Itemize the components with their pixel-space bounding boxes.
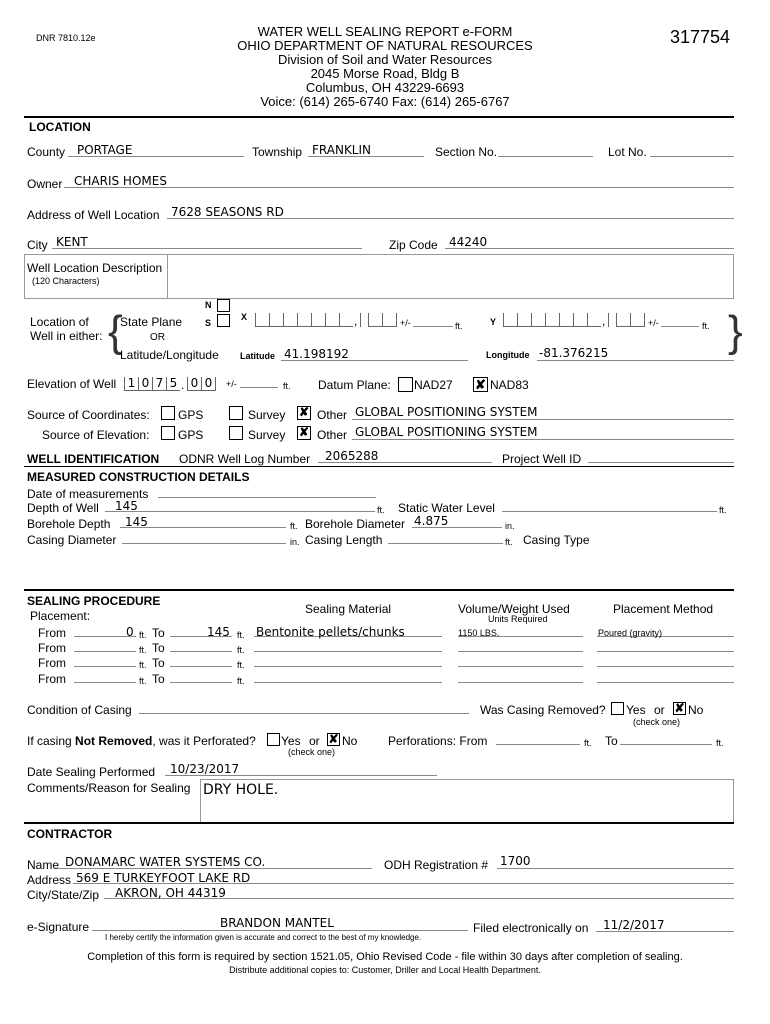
address-line-2: Columbus, OH 43229-6693 [305, 80, 465, 95]
method-field[interactable]: Poured (gravity) [598, 628, 663, 638]
y-ft: ft. [702, 321, 710, 331]
location-of-label: Location of [30, 315, 89, 329]
casing-length-field[interactable] [388, 543, 503, 544]
department-name: OHIO DEPARTMENT OF NATURAL RESOURCES [237, 38, 533, 53]
nad83-label: NAD83 [490, 378, 529, 392]
date-measurements-label: Date of measurements [27, 487, 149, 501]
section-label: Section No. [435, 145, 498, 159]
material-header: Sealing Material [305, 602, 392, 616]
sealing-heading: SEALING PROCEDURE [27, 594, 161, 608]
digit-cell [269, 313, 283, 327]
address-field[interactable]: 7628 SEASONS RD [171, 205, 284, 219]
condition-casing-label: Condition of Casing [27, 703, 132, 717]
digit-cell [339, 313, 353, 327]
digit-cell [587, 313, 601, 327]
y-accuracy-field[interactable] [661, 326, 699, 327]
from-label: From [38, 672, 66, 686]
elev-gps-checkbox[interactable] [161, 426, 175, 440]
form-title: WATER WELL SEALING REPORT e-FORM [257, 24, 513, 39]
from-unit: ft. [139, 630, 147, 640]
log-number-label: ODNR Well Log Number [179, 452, 311, 466]
elevation-digit: 0 [187, 377, 201, 391]
digit-cell [545, 313, 559, 327]
elevation-digit: 5 [166, 377, 180, 391]
to-unit: ft. [237, 676, 245, 686]
digit-cell [382, 313, 396, 327]
comments-label: Comments/Reason for Sealing [27, 781, 191, 795]
lot-label: Lot No. [608, 145, 647, 159]
decimal-separator: , [354, 314, 358, 328]
depth-field[interactable]: 145 [115, 499, 138, 513]
county-label: County [27, 145, 66, 159]
source-coordinates-label: Source of Coordinates: [27, 408, 150, 422]
digit-cell [297, 313, 311, 327]
decimal-separator: . [181, 378, 185, 392]
lat-long-label: Latitude/Longitude [120, 348, 219, 362]
perforated-or-label: or [309, 734, 320, 748]
digit-cell [616, 313, 630, 327]
casing-diameter-label: Casing Diameter [27, 533, 117, 547]
from-unit: ft. [139, 645, 147, 655]
perforated-question: If casing Not Removed, was it Perforated? [27, 734, 256, 748]
borehole-diameter-field[interactable]: 4.875 [414, 514, 449, 528]
casing-length-label: Casing Length [305, 533, 383, 547]
digit-cell [255, 313, 269, 327]
zip-label: Zip Code [389, 238, 438, 252]
borehole-depth-field[interactable]: 145 [125, 515, 148, 529]
contractor-city-label: City/State/Zip [27, 888, 100, 902]
removed-yes-checkbox[interactable] [611, 702, 624, 715]
contractor-heading: CONTRACTOR [27, 827, 113, 841]
elevation-digit: 0 [138, 377, 152, 391]
south-label: S [205, 318, 212, 328]
division-name: Division of Soil and Water Resources [277, 52, 493, 67]
phone-line: Voice: (614) 265-6740 Fax: (614) 265-6767 [260, 94, 510, 109]
footer-line-2: Distribute additional copies to: Customer, Driller and Local Health Department. [229, 965, 541, 975]
to-unit: ft. [237, 645, 245, 655]
to-label: To [152, 672, 165, 686]
date-measurements-field[interactable] [158, 497, 376, 498]
project-well-id-field[interactable] [588, 462, 734, 463]
removed-check-one: (check one) [633, 717, 681, 727]
method-header: Placement Method [613, 602, 714, 616]
zip-field[interactable]: 44240 [449, 235, 488, 249]
description-field[interactable] [167, 254, 734, 299]
latitude-field[interactable]: 41.198192 [284, 347, 349, 361]
esignature-label: e-Signature [27, 920, 90, 934]
perforations-to-unit: ft. [716, 738, 724, 748]
owner-label: Owner [27, 177, 63, 191]
y-label: Y [490, 317, 497, 327]
longitude-field[interactable]: -81.376215 [539, 346, 609, 360]
header-rule [24, 116, 734, 118]
elev-other-field[interactable]: GLOBAL POSITIONING SYSTEM [355, 425, 538, 439]
nad27-label: NAD27 [414, 378, 453, 392]
contractor-name-field[interactable]: DONAMARC WATER SYSTEMS CO. [65, 855, 266, 869]
latitude-label: Latitude [240, 351, 275, 361]
report-number: 317754 [670, 27, 731, 47]
elev-gps-label: GPS [178, 428, 204, 442]
elevation-digit: 0 [201, 377, 215, 391]
to-field[interactable]: 145 [207, 625, 230, 639]
to-label: To [152, 626, 165, 640]
volume-header: Volume/Weight Used [458, 602, 570, 616]
log-number-field[interactable]: 2065288 [325, 449, 379, 463]
north-label: N [205, 300, 212, 310]
township-label: Township [252, 145, 303, 159]
perforated-yes-label: Yes [281, 734, 301, 748]
digit-cell [517, 313, 531, 327]
date-sealing-label: Date Sealing Performed [27, 765, 156, 779]
casing-type-label: Casing Type [523, 533, 590, 547]
datum-label: Datum Plane: [318, 378, 391, 392]
township-field[interactable]: FRANKLIN [312, 143, 372, 157]
esignature-field[interactable]: BRANDON MANTEL [220, 916, 334, 930]
elev-survey-checkbox[interactable] [229, 426, 243, 440]
placement-label: Placement: [30, 609, 91, 623]
x-plusminus: +/- [400, 318, 411, 328]
project-well-id-label: Project Well ID [502, 452, 582, 466]
comments-field[interactable] [200, 779, 734, 824]
static-water-label: Static Water Level [398, 501, 495, 515]
address-line-1: 2045 Morse Road, Bldg B [310, 66, 460, 81]
y-plusminus: +/- [648, 318, 659, 328]
south-checkbox[interactable] [217, 314, 230, 327]
left-brace: { [108, 307, 123, 356]
digit-cell [630, 313, 644, 327]
removed-yes-label: Yes [626, 703, 646, 717]
contractor-name-label: Name [27, 858, 60, 872]
filed-label: Filed electronically on [473, 921, 589, 935]
elev-survey-label: Survey [248, 428, 286, 442]
elevation-plusminus: +/- [226, 379, 237, 389]
removed-no-label: No [688, 703, 704, 717]
digit-cell [283, 313, 297, 327]
north-checkbox[interactable] [217, 299, 230, 312]
source-elevation-label: Source of Elevation: [42, 428, 150, 442]
perforated-no-label: No [342, 734, 358, 748]
contractor-address-field[interactable]: 569 E TURKEYFOOT LAKE RD [76, 871, 251, 885]
city-field[interactable]: KENT [56, 235, 88, 249]
static-water-unit: ft. [719, 505, 727, 515]
lot-field[interactable] [650, 156, 734, 157]
state-plane-label: State Plane [120, 315, 183, 329]
well-in-either-label: Well in either: [30, 329, 103, 343]
footer-line-1: Completion of this form is required by section 1521.05, Ohio Revised Code - file within 30 days after completion of sealing. [87, 951, 683, 963]
certify-text: I hereby certify the information given is accurate and correct to the best of my knowledge. [105, 933, 422, 942]
filed-date-field[interactable]: 11/2/2017 [603, 918, 665, 932]
elevation-digit: 7 [152, 377, 166, 391]
digit-cell [503, 313, 517, 327]
from-label: From [38, 626, 66, 640]
description-note: (120 Characters) [32, 276, 100, 286]
form-code: DNR 7810.12e [36, 33, 96, 43]
location-heading: LOCATION [29, 120, 91, 134]
coord-other-checkbox[interactable]: ✘ [298, 405, 310, 419]
volume-field[interactable]: 1150 LBS. [458, 628, 500, 638]
static-water-field[interactable] [502, 511, 717, 512]
x-ft: ft. [455, 321, 463, 331]
well-id-heading: WELL IDENTIFICATION [27, 452, 160, 466]
perforations-from-label: Perforations: From [388, 734, 488, 748]
perforations-from-field[interactable] [496, 744, 580, 745]
removed-or-label: or [654, 703, 665, 717]
digit-cell [368, 313, 382, 327]
coord-survey-checkbox[interactable] [229, 406, 243, 420]
owner-field[interactable]: CHARIS HOMES [74, 174, 167, 188]
x-label: X [241, 312, 248, 322]
from-unit: ft. [139, 676, 147, 686]
casing-diameter-unit: in. [290, 537, 300, 547]
casing-length-unit: ft. [505, 537, 513, 547]
to-label: To [152, 641, 165, 655]
digit-cell [311, 313, 325, 327]
address-label: Address of Well Location [27, 208, 160, 222]
from-field[interactable]: 0 [126, 625, 134, 639]
digit-cell [531, 313, 545, 327]
odh-field[interactable]: 1700 [500, 854, 531, 868]
casing-removed-label: Was Casing Removed? [480, 703, 606, 717]
coord-other-label: Other [317, 408, 348, 422]
nad83-checkbox[interactable]: ✘ [473, 377, 488, 392]
right-brace: } [728, 307, 743, 356]
to-label: To [152, 656, 165, 670]
elev-other-label: Other [317, 428, 348, 442]
longitude-label: Longitude [486, 350, 530, 360]
odh-label: ODH Registration # [384, 858, 489, 872]
date-sealing-field[interactable]: 10/23/2017 [170, 762, 240, 776]
perforated-no-checkbox[interactable]: ✘ [328, 732, 339, 746]
depth-label: Depth of Well [27, 501, 99, 515]
perforations-to-label: To [605, 734, 618, 748]
description-label: Well Location Description [27, 261, 163, 275]
borehole-diameter-unit: in. [505, 521, 515, 531]
perforated-yes-checkbox[interactable] [267, 733, 280, 746]
decimal-separator: , [602, 314, 606, 328]
perforated-check-one: (check one) [288, 747, 336, 757]
county-field[interactable]: PORTAGE [77, 143, 133, 157]
borehole-diameter-label: Borehole Diameter [305, 517, 406, 531]
from-label: From [38, 641, 66, 655]
section-field[interactable] [498, 156, 593, 157]
from-unit: ft. [139, 660, 147, 670]
units-note: Units Required [488, 614, 548, 624]
material-field[interactable]: Bentonite pellets/chunks [256, 625, 405, 639]
city-label: City [27, 238, 48, 252]
borehole-depth-label: Borehole Depth [27, 517, 111, 531]
form-header [175, 25, 595, 109]
contractor-city-field[interactable]: AKRON, OH 44319 [115, 886, 226, 900]
casing-diameter-field[interactable] [122, 543, 286, 544]
digit-cell [573, 313, 587, 327]
elevation-accuracy-field[interactable] [240, 387, 278, 388]
or-label: OR [150, 332, 165, 343]
elevation-label: Elevation of Well [27, 377, 117, 391]
coord-gps-checkbox[interactable] [161, 406, 175, 420]
depth-unit: ft. [377, 505, 385, 515]
contractor-address-label: Address [27, 873, 72, 887]
comments-value: DRY HOLE. [203, 782, 279, 798]
elevation-ft: ft. [283, 381, 291, 391]
elevation-digit: 1 [124, 377, 138, 391]
nad27-checkbox[interactable] [398, 377, 413, 392]
coord-gps-label: GPS [178, 408, 204, 422]
to-unit: ft. [237, 660, 245, 670]
borehole-depth-unit: ft. [290, 521, 298, 531]
to-unit: ft. [237, 630, 245, 640]
perforations-to-field[interactable] [620, 744, 712, 745]
coord-other-field[interactable]: GLOBAL POSITIONING SYSTEM [355, 405, 538, 419]
construction-heading: MEASURED CONSTRUCTION DETAILS [27, 470, 250, 484]
digit-cell [325, 313, 339, 327]
coord-survey-label: Survey [248, 408, 286, 422]
from-label: From [38, 656, 66, 670]
perforations-from-unit: ft. [584, 738, 592, 748]
removed-no-checkbox[interactable]: ✘ [674, 701, 685, 715]
condition-casing-field[interactable] [139, 713, 469, 714]
digit-cell [559, 313, 573, 327]
x-accuracy-field[interactable] [413, 326, 453, 327]
elev-other-checkbox[interactable]: ✘ [298, 425, 310, 439]
